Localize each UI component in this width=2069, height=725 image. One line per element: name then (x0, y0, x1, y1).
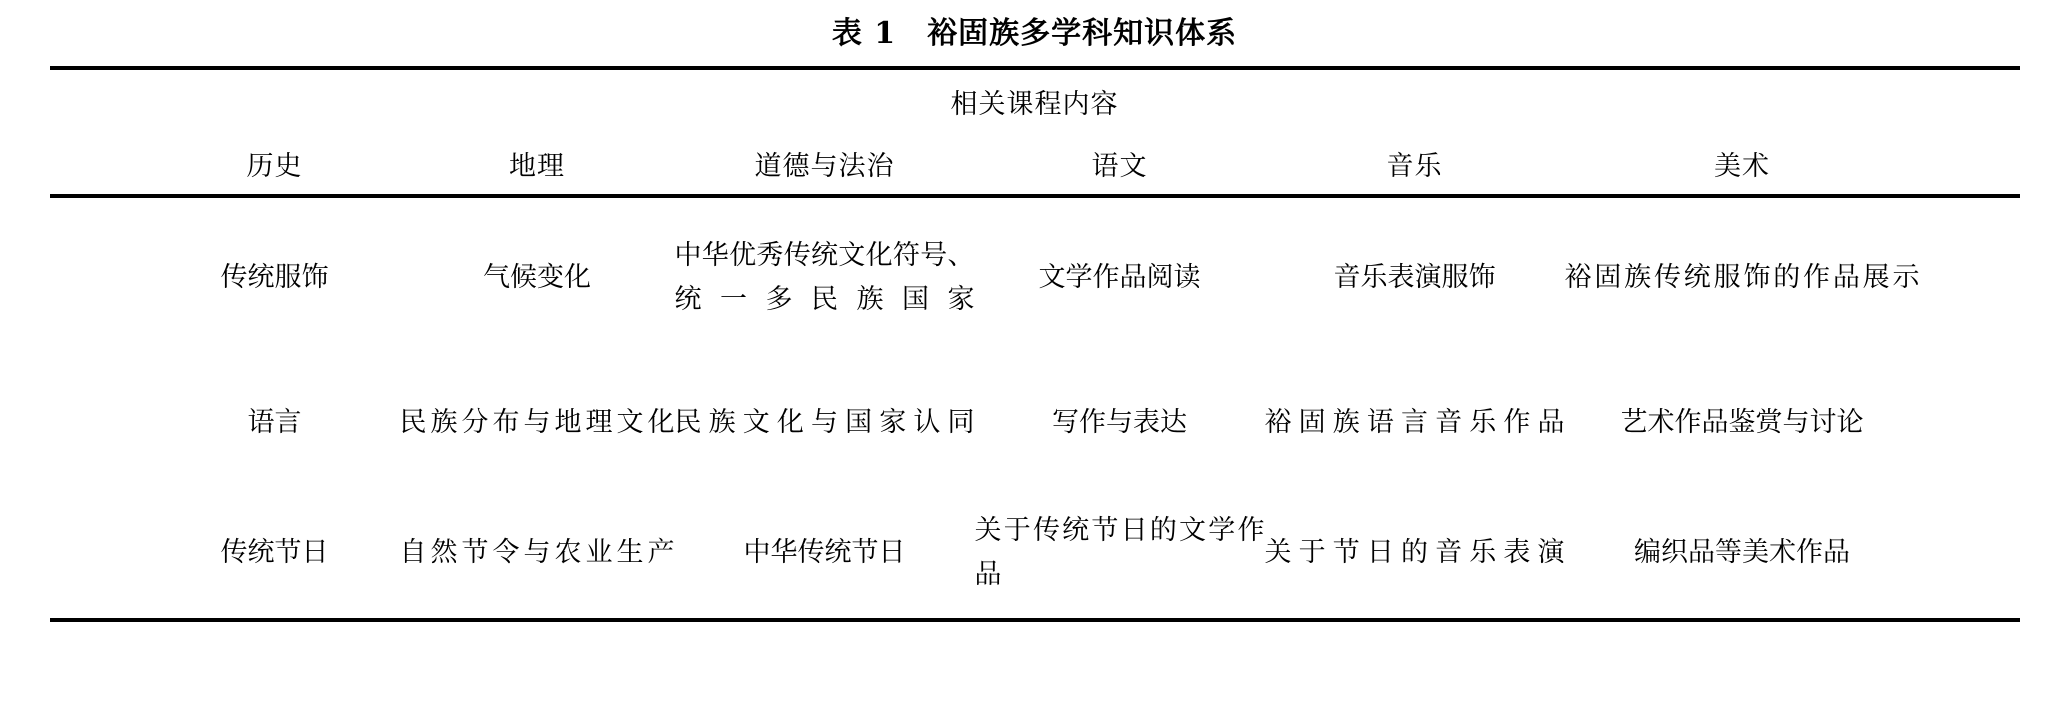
row-spacer-right (1920, 488, 2020, 620)
table-group-header-row (50, 68, 2020, 132)
cell-history-2: 语言 (247, 407, 302, 439)
cell-music-2: 裕固族语言音乐作品 (1264, 407, 1565, 439)
cell-chinese-3: 关于传统节日的文学作品 (975, 488, 1265, 620)
table-caption: 表 1 裕固族多学科知识体系 (831, 16, 1238, 51)
column-header-chinese: 语文 (975, 132, 1265, 196)
cell-music-3: 关于节日的音乐表演 (1265, 488, 1565, 620)
cell-morality-3: 中华传统节日 (675, 488, 975, 620)
cell-history-3: 传统节日 (150, 488, 400, 620)
table-row (50, 488, 2020, 620)
cell-music-1: 音乐表演服饰 (1333, 262, 1496, 294)
cell-morality-1: 中华优秀传统文化符号、统一多民族国家 (674, 240, 975, 315)
cell-chinese-2: 写作与表达 (1052, 407, 1187, 439)
row-spacer-right (1920, 196, 2020, 358)
row-spacer-right (1920, 358, 2020, 488)
knowledge-system-table (50, 66, 2020, 622)
column-header-morality-rule-of-law: 道德与法治 (675, 132, 975, 196)
table-row (50, 358, 2020, 488)
column-header-music: 音乐 (1265, 132, 1565, 196)
cell-history-1: 传统服饰 (220, 262, 329, 294)
cell-morality-2: 民族文化与国家认同 (674, 407, 975, 439)
header-spacer-left (50, 132, 150, 196)
header-spacer-right (1920, 132, 2020, 196)
group-header-label: 相关课程内容 (50, 68, 2020, 132)
column-header-history: 历史 (150, 132, 400, 196)
cell-geography-3: 自然节令与农业生产 (400, 488, 675, 620)
cell-fine-arts-3: 编织品等美术作品 (1565, 488, 1920, 620)
column-header-fine-arts: 美术 (1565, 132, 1920, 196)
cell-geography-2: 民族分布与地理文化 (399, 407, 675, 439)
table-header-row (50, 132, 2020, 196)
cell-fine-arts-2: 艺术作品鉴赏与讨论 (1620, 407, 1864, 439)
column-header-geography: 地理 (400, 132, 675, 196)
cell-geography-1: 气候变化 (483, 262, 591, 294)
row-spacer-left (50, 358, 150, 488)
table-row (50, 196, 2020, 358)
cell-fine-arts-1: 裕固族传统服饰的作品展示 (1564, 262, 1920, 294)
row-spacer-left (50, 488, 150, 620)
cell-chinese-1: 文学作品阅读 (1038, 262, 1201, 294)
row-spacer-left (50, 196, 150, 358)
